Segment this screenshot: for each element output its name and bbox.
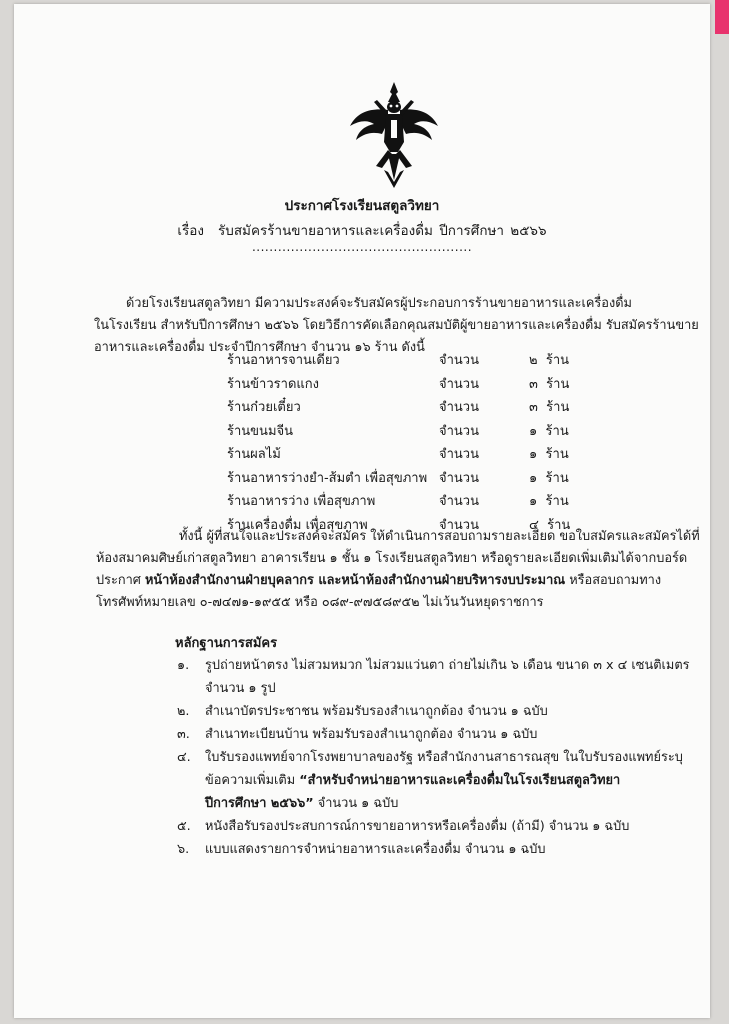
list-item [227, 467, 570, 491]
shop-count: ๑ [529, 470, 538, 486]
shop-count: ๑ [529, 447, 538, 462]
shop-count: ๓ [529, 400, 538, 415]
list-item [177, 815, 690, 838]
item-text [205, 769, 683, 792]
details-line-3-end: หรือสอบถามทาง [565, 573, 662, 588]
shop-name: ร้านผลไม้ [227, 447, 281, 462]
shop-unit: ร้าน [545, 447, 569, 462]
intro-line-2: ในโรงเรียน สำหรับปีการศึกษา ๒๕๖๖ โดยวิธีการคัดเลือกคุณสมบัติผู้ขายอาหารและเครื่องดื่ม รับสมัครร้านขาย [94, 318, 699, 333]
item-text: หนังสือรับรองประสบการณ์การขายอาหารหรือเครื่องดื่ม (ถ้ามี) จำนวน ๑ ฉบับ [205, 819, 630, 834]
item-text: แบบแสดงรายการจำหน่ายอาหารและเครื่องดื่ม จำนวน ๑ ฉบับ [205, 842, 546, 857]
details-line-3-start: ประกาศ [96, 573, 145, 588]
shop-unit: ร้าน [546, 400, 570, 415]
shop-count: ๑ [529, 494, 538, 509]
item-number: ๖. [177, 842, 190, 857]
item-text: สำเนาบัตรประชาชน พร้อมรับรองสำเนาถูกต้อง จำนวน ๑ ฉบับ [205, 704, 548, 719]
item-quoted-text-end: ปีการศึกษา ๒๕๖๖” [205, 796, 314, 811]
shop-count-label: จำนวน [439, 517, 479, 533]
details-continuation [96, 548, 687, 614]
announcement-title: ประกาศโรงเรียนสตูลวิทยา [284, 198, 440, 214]
list-item [227, 396, 570, 420]
title-divider: ................................................... [251, 240, 473, 254]
pink-tab-marker [715, 0, 729, 34]
shop-name: ร้านเครื่องดื่ม เพื่อสุขภาพ [227, 517, 368, 533]
details-line-3 [96, 570, 687, 592]
item-quoted-text: “สำหรับจำหน่ายอาหารและเครื่องดื่มในโรงเรียนสตูลวิทยา [299, 773, 621, 788]
shop-name: ร้านอาหารว่าง เพื่อสุขภาพ [227, 494, 376, 509]
shop-name: ร้านขนมจีน [227, 423, 294, 439]
item-number: ๑. [177, 658, 190, 673]
item-text: จำนวน ๑ รูป [205, 681, 276, 696]
list-item [177, 723, 690, 746]
shop-unit: ร้าน [546, 376, 570, 392]
shop-count-label: จำนวน [439, 376, 479, 392]
shop-name: ร้านอาหารว่างยำ-ส้มตำ เพื่อสุขภาพ [227, 470, 428, 486]
document-page [14, 4, 710, 1018]
requirements-list [177, 654, 690, 861]
intro-line-1: ด้วยโรงเรียนสตูลวิทยา มีความประสงค์จะรับสมัครผู้ประกอบการร้านขายอาหารและเครื่องดื่ม [126, 296, 632, 311]
shop-count: ๓ [529, 376, 538, 392]
item-number: ๔. [177, 750, 191, 765]
item-text: รูปถ่ายหน้าตรง ไม่สวมหมวก ไม่สวมแว่นตา ถ่ายไม่เกิน ๖ เดือน ขนาด ๓ x ๔ เซนติเมตร [205, 658, 690, 673]
announcement-subject [14, 219, 710, 241]
item-text: ใบรับรองแพทย์จากโรงพยาบาลของรัฐ หรือสำนักงานสาธารณสุข ในใบรับรองแพทย์ระบุ [205, 750, 683, 765]
shop-unit: ร้าน [545, 470, 569, 486]
shop-count-label: จำนวน [439, 470, 479, 486]
item-text [205, 792, 683, 815]
item-number: ๒. [177, 704, 190, 719]
shop-count: ๑ [529, 423, 538, 439]
garuda-emblem-icon [344, 80, 444, 190]
list-item [227, 490, 570, 514]
shop-count-label: จำนวน [439, 353, 479, 368]
shop-name: ร้านก๋วยเตี๋ยว [227, 400, 301, 415]
shop-unit: ร้าน [545, 353, 570, 368]
item-number: ๓. [177, 727, 190, 742]
list-item [177, 654, 690, 700]
details-line-4: โทรศัพท์หมายเลข ๐-๗๔๗๑-๑๙๕๕ หรือ ๐๘๙-๙๗๕๘๙๕๒ ไม่เว้นวันหยุดราชการ [96, 595, 544, 610]
list-item [177, 700, 690, 723]
shop-count-label: จำนวน [439, 400, 479, 415]
shop-list [227, 349, 570, 537]
shop-unit: ร้าน [545, 423, 569, 439]
item-text: สำเนาทะเบียนบ้าน พร้อมรับรองสำเนาถูกต้อง จำนวน ๑ ฉบับ [205, 727, 538, 742]
shop-count-label: จำนวน [439, 423, 479, 439]
requirements-heading: หลักฐานการสมัคร [175, 636, 278, 651]
shop-name: ร้านข้าวราดแกง [227, 376, 319, 392]
shop-count: ๔ [529, 517, 539, 533]
shop-count: ๒ [529, 353, 538, 368]
subject-text: รับสมัครร้านขายอาหารและเครื่องดื่ม ปีการศึกษา ๒๕๖๖ [218, 223, 547, 239]
list-item [227, 373, 570, 397]
shop-unit: ร้าน [545, 494, 569, 509]
item-number: ๕. [177, 819, 191, 834]
shop-count-label: จำนวน [439, 494, 479, 509]
item-text-end: จำนวน ๑ ฉบับ [313, 796, 399, 811]
list-item [177, 838, 690, 861]
shop-name: ร้านอาหารจานเดียว [227, 353, 340, 368]
details-board-locations: หน้าห้องสำนักงานฝ่ายบุคลากร และหน้าห้องสำนักงานฝ่ายบริหารงบประมาณ [145, 573, 566, 588]
list-item [227, 420, 570, 444]
list-item [227, 443, 570, 467]
details-line-2: ห้องสมาคมศิษย์เก่าสตูลวิทยา อาคารเรียน ๑ ชั้น ๑ โรงเรียนสตูลวิทยา หรือดูรายละเอียดเพิ่มเติมได้จากบอร์ด [96, 551, 688, 566]
shop-count-label: จำนวน [439, 447, 479, 462]
intro-line-3: อาหารและเครื่องดื่ม ประจำปีการศึกษา จำนวน ๑๖ ร้าน ดังนี้ [94, 340, 425, 355]
list-item [177, 746, 690, 815]
subject-label: เรื่อง [177, 223, 204, 239]
details-line-1: ทั้งนี้ ผู้ที่สนใจและประสงค์จะสมัคร ให้ดำเนินการสอบถามรายละเอียด ขอใบสมัครและสมัครได้ที่ [179, 529, 700, 544]
list-item [227, 349, 570, 373]
item-text-start: ข้อความเพิ่มเติม [205, 773, 300, 788]
shop-unit: ร้าน [547, 517, 571, 533]
